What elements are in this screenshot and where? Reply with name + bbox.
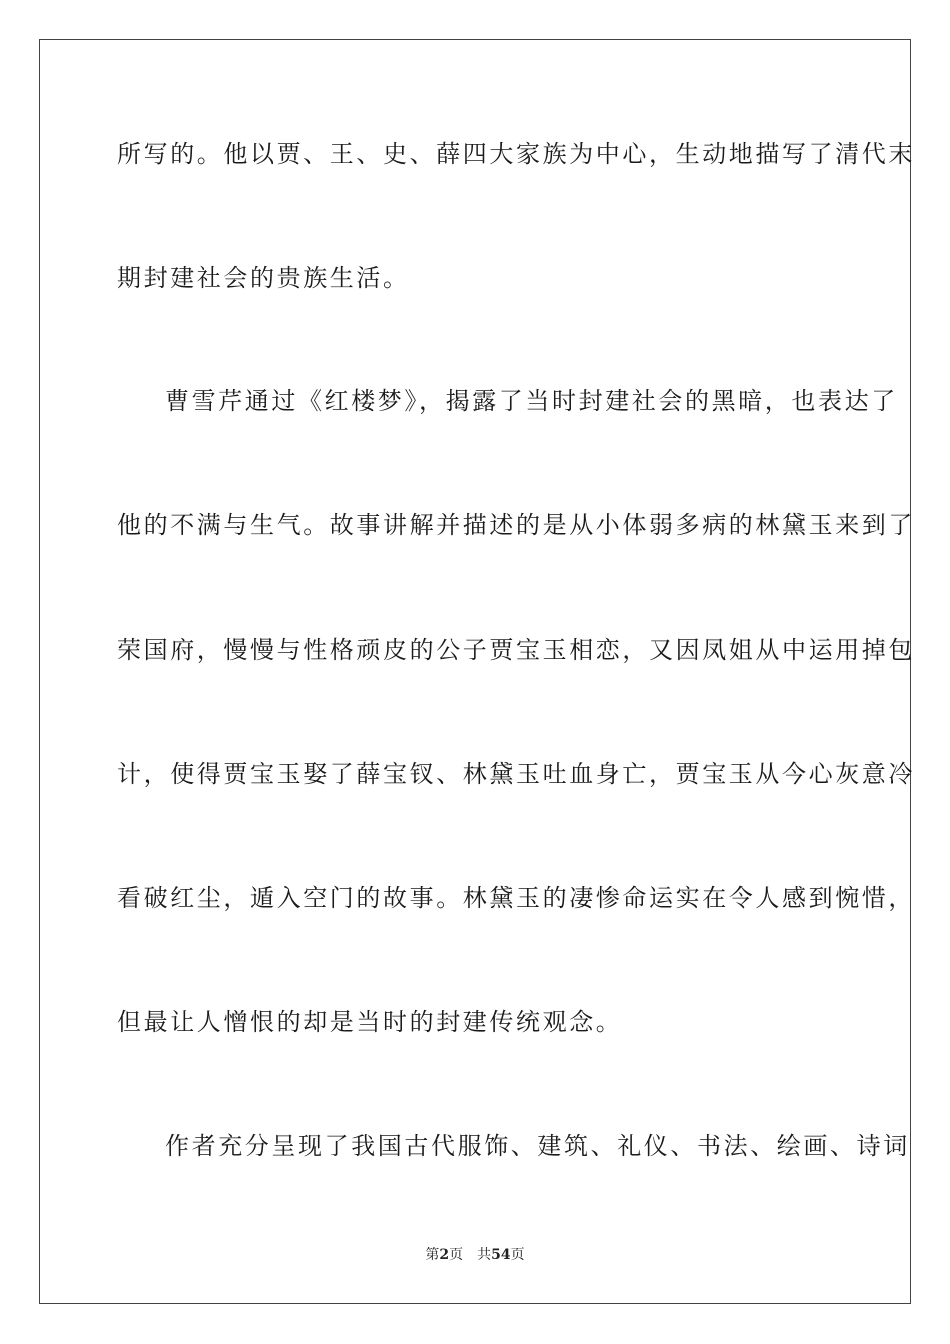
page-prefix: 第: [425, 1247, 440, 1263]
text-line-2: 期封建社会的贵族生活。: [117, 264, 410, 292]
text-line-7: 看破红尘，遁入空门的故事。林黛玉的凄惨命运实在令人感到惋惜，: [117, 884, 915, 912]
page-suffix: 页: [449, 1247, 464, 1263]
text-line-5: 荣国府，慢慢与性格顽皮的公子贾宝玉相恋，又因凤姐从中运用掉包: [117, 636, 915, 664]
page-border: [39, 39, 915, 1304]
total-pages: 54: [491, 1247, 511, 1263]
text-line-8: 但最让人憎恨的却是当时的封建传统观念。: [117, 1008, 623, 1036]
text-line-6: 计，使得贾宝玉娶了薛宝钗、林黛玉吐血身亡，贾宝玉从今心灰意冷: [117, 760, 915, 788]
total-prefix: 共: [477, 1247, 492, 1263]
total-suffix: 页: [510, 1247, 525, 1263]
paragraph-start-line: 作者充分呈现了我国古代服饰、建筑、礼仪、书法、绘画、诗词: [165, 1132, 910, 1160]
text-line-1: 所写的。他以贾、王、史、薛四大家族为中心，生动地描写了清代末: [117, 140, 915, 168]
page-footer: [0, 1246, 950, 1264]
paragraph-start-line: 曹雪芹通过《红楼梦》，揭露了当时封建社会的黑暗，也表达了: [165, 387, 898, 415]
page-number: 2: [439, 1247, 450, 1263]
text-line-4: 他的不满与生气。故事讲解并描述的是从小体弱多病的林黛玉来到了: [117, 511, 915, 539]
